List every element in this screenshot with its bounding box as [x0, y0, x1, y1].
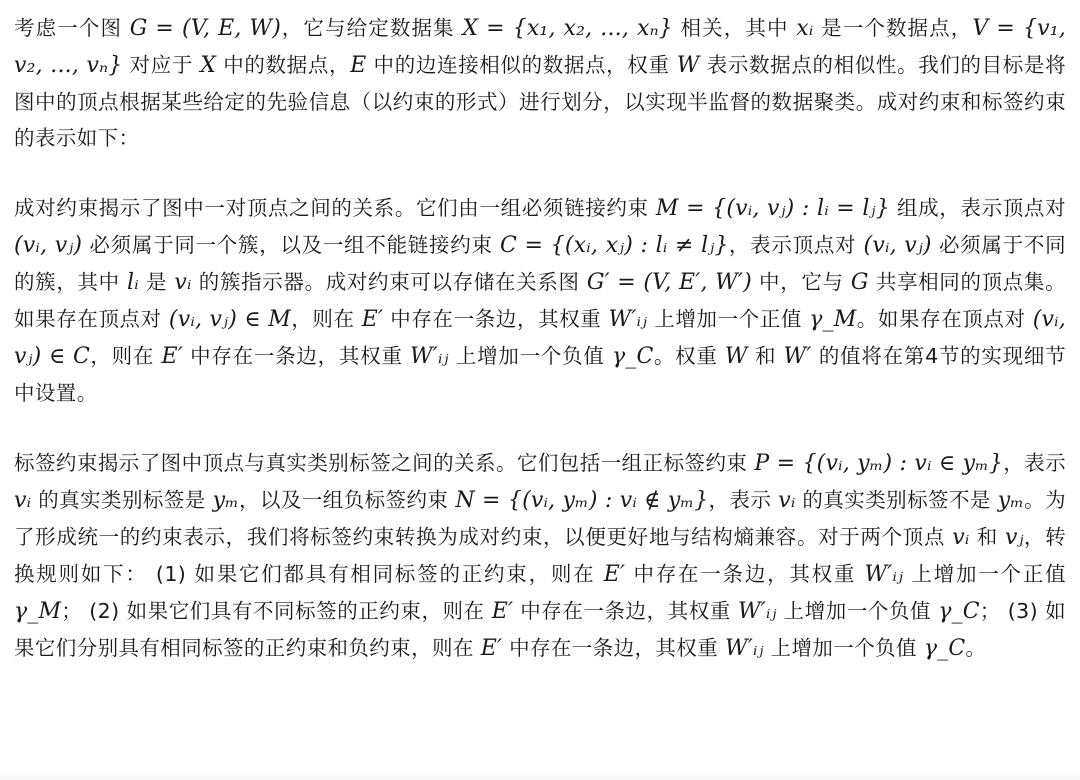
math-expression: yₘ	[997, 488, 1025, 513]
text-run: 中存在一条边，其权重	[182, 344, 410, 368]
math-expression: X = {x₁, x₂, ..., xₙ}	[462, 16, 673, 41]
math-expression: V = {v₁, v₂, ..., vₙ}	[14, 16, 1066, 78]
math-expression: W′	[783, 344, 812, 369]
text-run: 组成，表示顶点对	[889, 196, 1066, 220]
text-run: 上增加一个正值	[903, 562, 1066, 586]
text-run: 相关，其中	[672, 16, 797, 40]
math-expression: vᵢ	[778, 488, 796, 513]
math-expression: γ_C	[611, 344, 654, 369]
text-run: 中存在一条边，其权重	[513, 599, 738, 623]
math-expression: vᵢ	[14, 488, 32, 513]
math-expression: yₘ	[212, 488, 239, 513]
math-expression: γ_C	[923, 636, 966, 661]
text-run: 。	[965, 636, 987, 660]
math-expression: W	[724, 344, 748, 369]
math-expression: γ_M	[809, 307, 857, 332]
math-expression: W	[676, 53, 700, 78]
text-run: 考虑一个图	[14, 16, 130, 40]
paragraph-pairwise-constraints	[14, 190, 1066, 411]
text-run: 的真实类别标签不是	[795, 488, 998, 512]
paragraph-graph-definition	[14, 10, 1066, 156]
text-run: 。权重	[653, 344, 725, 368]
text-run: 。为了形成统一的约束表示，我们将标签约束转换为成对约束，以便更好地与结构熵兼容。对于两个顶点	[14, 488, 1066, 549]
math-expression: W′ᵢⱼ	[608, 307, 648, 332]
math-expression: γ_C	[938, 599, 980, 624]
math-expression: W′ᵢⱼ	[864, 562, 904, 587]
math-expression: W′ᵢⱼ	[725, 636, 764, 661]
math-expression: lᵢ	[126, 270, 139, 295]
text-run: 上增加一个负值	[448, 344, 612, 368]
text-run: 和	[969, 525, 1006, 549]
math-expression: E′	[491, 599, 514, 624]
text-run: ，则在	[90, 344, 162, 368]
text-run: ，表示	[708, 488, 779, 512]
text-run: 和	[747, 344, 784, 368]
text-run: 的簇指示器。成对约束可以存储在关系图	[191, 270, 587, 294]
math-expression: (vᵢ, vⱼ)	[863, 233, 932, 258]
text-run: ，它与给定数据集	[281, 16, 463, 40]
math-expression: X	[200, 53, 217, 78]
math-expression: W′ᵢⱼ	[737, 599, 777, 624]
text-run: 中存在一条边，其权重	[383, 307, 609, 331]
math-expression: γ_M	[14, 599, 62, 624]
math-expression: vᵢ	[174, 270, 192, 295]
text-run: 上增加一个负值	[763, 636, 924, 660]
math-expression: xᵢ	[796, 16, 814, 41]
text-run: 共享相同的顶点集。如果存在顶点对	[14, 270, 1066, 331]
math-expression: E	[350, 53, 367, 78]
text-run: ，表示顶点对	[728, 233, 864, 257]
text-run: 中的数据点，	[216, 53, 351, 77]
text-run: 必须属于不同的簇，其中	[14, 233, 1066, 294]
math-expression: vᵢ	[952, 525, 970, 550]
text-run: ，转换规则如下： (1) 如果它们都具有相同标签的正约束，则在	[14, 525, 1066, 586]
text-run: 是一个数据点，	[813, 16, 973, 40]
math-expression: E′	[361, 307, 384, 332]
math-expression: M = {(vᵢ, vⱼ) : lᵢ = lⱼ}	[655, 196, 890, 221]
text-run: ； (3) 如果它们分别具有相同标签的正约束和负约束，则在	[14, 599, 1066, 660]
text-run: 表示数据点的相似性。我们的目标是将图中的顶点根据某些给定的先验信息（以约束的形式）进行划分，以实现半监督的数据聚类。成对约束和标签约束的表示如下：	[14, 53, 1066, 150]
text-run: 的真实类别标签是	[31, 488, 213, 512]
text-run: 。如果存在顶点对	[856, 307, 1033, 331]
text-run: 中的边连接相似的数据点，权重	[366, 53, 677, 77]
math-expression: C = {(xᵢ, xⱼ) : lᵢ ≠ lⱼ}	[499, 233, 729, 258]
text-run: 成对约束揭示了图中一对顶点之间的关系。它们由一组必须链接约束	[14, 196, 656, 220]
text-run: 中存在一条边，其权重	[625, 562, 865, 586]
text-run: 上增加一个正值	[647, 307, 810, 331]
math-expression: vⱼ	[1005, 525, 1024, 550]
bottom-edge-shadow	[0, 770, 1080, 780]
text-run: 对应于	[122, 53, 201, 77]
text-run: ，表示	[1003, 451, 1067, 475]
math-expression: N = {(vᵢ, yₘ) : vᵢ ∉ yₘ}	[455, 488, 709, 513]
math-expression: (vᵢ, vⱼ) ∈ M	[168, 307, 292, 332]
paragraph-label-constraints	[14, 445, 1066, 667]
text-run: 必须属于同一个簇，以及一组不能链接约束	[82, 233, 500, 257]
text-run: 是	[138, 270, 175, 294]
text-run: ，则在	[291, 307, 362, 331]
math-expression: E′	[603, 562, 626, 587]
math-expression: G′ = (V, E′, W′)	[586, 270, 752, 295]
math-expression: (vᵢ, vⱼ) ∈ C	[14, 307, 1066, 369]
text-run: 上增加一个负值	[776, 599, 939, 623]
math-expression: G = (V, E, W)	[129, 16, 282, 41]
text-run: ； (2) 如果它们具有不同标签的正约束，则在	[61, 599, 492, 623]
text-run: 标签约束揭示了图中顶点与真实类别标签之间的关系。它们包括一组正标签约束	[14, 451, 755, 475]
math-expression: P = {(vᵢ, yₘ) : vᵢ ∈ yₘ}	[754, 451, 1004, 476]
text-run: 的值将在第4节的实现细节中设置。	[14, 344, 1067, 405]
text-run: 中，它与	[751, 270, 851, 294]
math-expression: G	[850, 270, 869, 295]
math-expression: W′ᵢⱼ	[409, 344, 449, 369]
text-run: ，以及一组负标签约束	[238, 488, 456, 512]
math-expression: E′	[161, 344, 183, 369]
math-expression: (vᵢ, vⱼ)	[14, 233, 83, 258]
text-run: 中存在一条边，其权重	[502, 636, 726, 660]
math-expression: E′	[480, 636, 503, 661]
